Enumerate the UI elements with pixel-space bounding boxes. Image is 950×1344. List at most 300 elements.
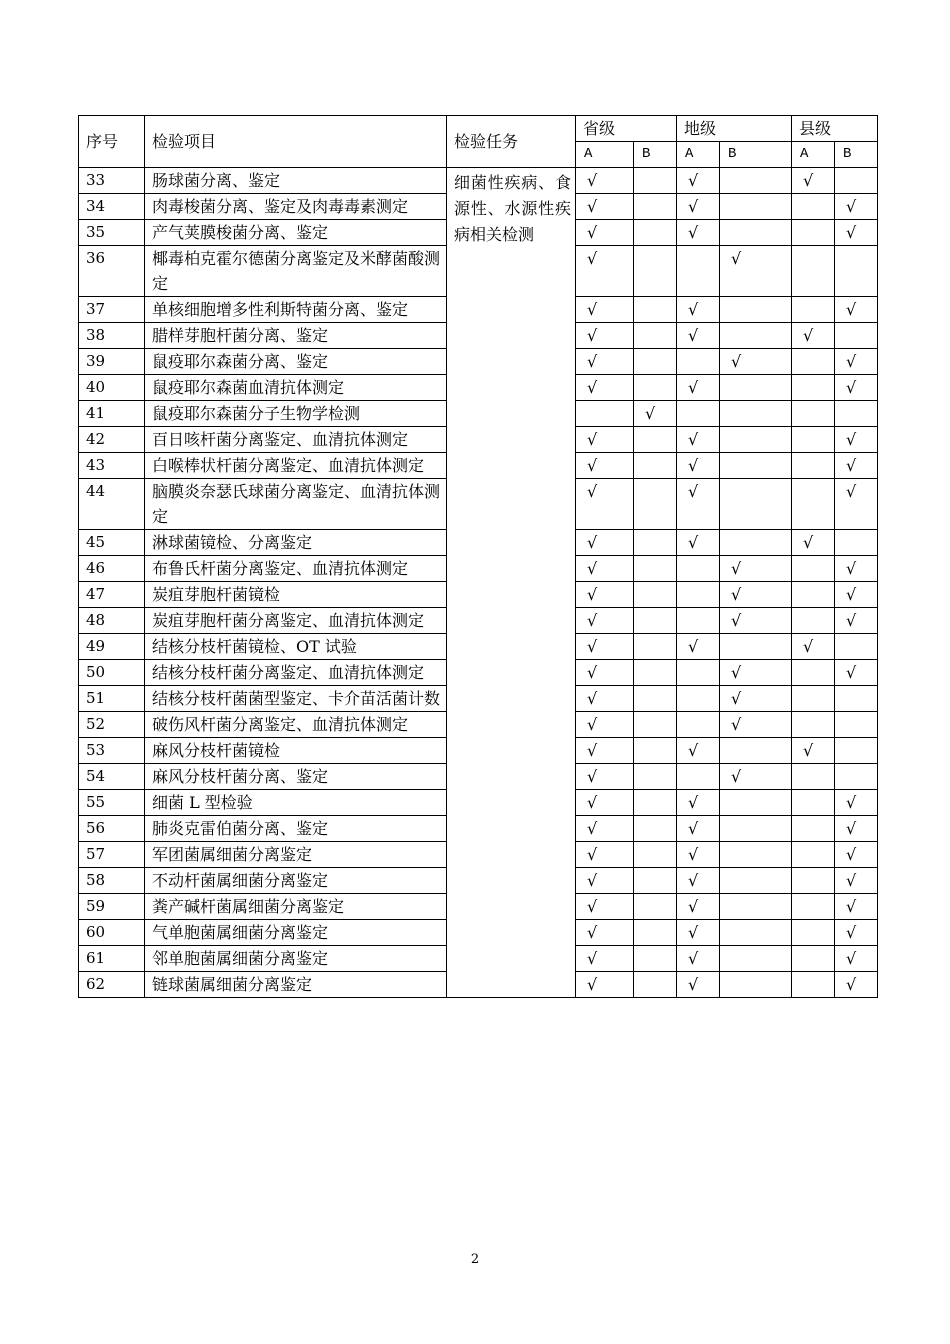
- header-task: 检验任务: [447, 116, 576, 168]
- check-cell-county-b: [835, 608, 878, 634]
- check-mark-icon: √: [688, 819, 699, 838]
- check-cell-province-a: [576, 660, 634, 686]
- check-mark-icon: √: [587, 378, 598, 397]
- check-cell-prefecture-a: [677, 946, 720, 972]
- check-cell-province-a: [576, 712, 634, 738]
- check-cell-province-b: [634, 764, 677, 790]
- check-cell-province-a: [576, 479, 634, 530]
- check-mark-icon: √: [688, 223, 699, 242]
- check-cell-prefecture-a: [677, 297, 720, 323]
- check-mark-icon: √: [688, 197, 699, 216]
- check-cell-province-b: [634, 920, 677, 946]
- row-item-name: 产气荚膜梭菌分离、鉴定: [145, 220, 447, 246]
- check-mark-icon: √: [688, 430, 699, 449]
- check-cell-prefecture-b: [720, 894, 792, 920]
- check-cell-province-a: [576, 349, 634, 375]
- check-mark-icon: √: [846, 585, 857, 604]
- check-cell-county-b: [835, 220, 878, 246]
- check-cell-prefecture-a: [677, 764, 720, 790]
- check-cell-prefecture-a: [677, 453, 720, 479]
- check-cell-county-a: [792, 842, 835, 868]
- check-mark-icon: √: [587, 689, 598, 708]
- check-cell-county-a: [792, 946, 835, 972]
- check-mark-icon: √: [846, 663, 857, 682]
- row-item-name: 肉毒梭菌分离、鉴定及肉毒毒素测定: [145, 194, 447, 220]
- check-cell-county-a: [792, 349, 835, 375]
- check-cell-province-b: [634, 427, 677, 453]
- check-cell-province-a: [576, 246, 634, 297]
- check-cell-prefecture-b: [720, 790, 792, 816]
- row-number: 33: [79, 168, 145, 194]
- row-item-name: 肺炎克雷伯菌分离、鉴定: [145, 816, 447, 842]
- check-cell-province-b: [634, 738, 677, 764]
- check-cell-province-a: [576, 946, 634, 972]
- check-mark-icon: √: [846, 949, 857, 968]
- row-item-name: 细菌 L 型检验: [145, 790, 447, 816]
- check-cell-prefecture-a: [677, 868, 720, 894]
- check-cell-province-a: [576, 530, 634, 556]
- check-mark-icon: √: [731, 767, 742, 786]
- check-mark-icon: √: [587, 533, 598, 552]
- check-cell-prefecture-a: [677, 530, 720, 556]
- check-cell-province-a: [576, 427, 634, 453]
- check-mark-icon: √: [587, 585, 598, 604]
- check-mark-icon: √: [587, 326, 598, 345]
- check-cell-county-b: [835, 738, 878, 764]
- check-cell-county-b: [835, 194, 878, 220]
- check-cell-county-a: [792, 401, 835, 427]
- check-cell-county-a: [792, 375, 835, 401]
- row-item-name: 鼠疫耶尔森菌分离、鉴定: [145, 349, 447, 375]
- check-mark-icon: √: [587, 637, 598, 656]
- row-number: 53: [79, 738, 145, 764]
- check-mark-icon: √: [688, 482, 699, 501]
- check-cell-prefecture-a: [677, 401, 720, 427]
- row-item-name: 链球菌属细菌分离鉴定: [145, 972, 447, 998]
- check-cell-province-b: [634, 712, 677, 738]
- check-cell-prefecture-b: [720, 349, 792, 375]
- row-number: 58: [79, 868, 145, 894]
- row-item-name: 椰毒柏克霍尔德菌分离鉴定及米酵菌酸测定: [145, 246, 447, 297]
- check-cell-province-a: [576, 894, 634, 920]
- row-item-name: 结核分枝杆菌菌型鉴定、卡介苗活菌计数: [145, 686, 447, 712]
- row-number: 40: [79, 375, 145, 401]
- check-mark-icon: √: [846, 559, 857, 578]
- check-cell-county-b: [835, 375, 878, 401]
- check-mark-icon: √: [688, 637, 699, 656]
- check-cell-county-b: [835, 349, 878, 375]
- check-cell-province-a: [576, 168, 634, 194]
- row-item-name: 脑膜炎奈瑟氏球菌分离鉴定、血清抗体测定: [145, 479, 447, 530]
- check-mark-icon: √: [587, 300, 598, 319]
- row-number: 57: [79, 842, 145, 868]
- check-cell-county-b: [835, 323, 878, 349]
- check-cell-province-a: [576, 401, 634, 427]
- check-cell-prefecture-a: [677, 842, 720, 868]
- check-cell-county-a: [792, 660, 835, 686]
- check-cell-prefecture-b: [720, 816, 792, 842]
- check-cell-county-b: [835, 479, 878, 530]
- check-mark-icon: √: [587, 871, 598, 890]
- check-cell-province-a: [576, 634, 634, 660]
- row-item-name: 鼠疫耶尔森菌分子生物学检测: [145, 401, 447, 427]
- check-cell-province-a: [576, 608, 634, 634]
- check-mark-icon: √: [731, 559, 742, 578]
- check-mark-icon: √: [846, 378, 857, 397]
- header-level-county: 县级: [792, 116, 878, 142]
- check-cell-prefecture-a: [677, 375, 720, 401]
- row-number: 47: [79, 582, 145, 608]
- check-mark-icon: √: [587, 171, 598, 190]
- check-mark-icon: √: [587, 741, 598, 760]
- check-cell-county-b: [835, 868, 878, 894]
- check-cell-province-b: [634, 323, 677, 349]
- check-cell-county-a: [792, 582, 835, 608]
- row-number: 49: [79, 634, 145, 660]
- row-number: 37: [79, 297, 145, 323]
- row-number: 46: [79, 556, 145, 582]
- check-cell-province-a: [576, 686, 634, 712]
- check-mark-icon: √: [846, 300, 857, 319]
- row-number: 35: [79, 220, 145, 246]
- check-cell-county-a: [792, 530, 835, 556]
- check-cell-province-b: [634, 790, 677, 816]
- check-cell-county-a: [792, 323, 835, 349]
- check-cell-county-b: [835, 946, 878, 972]
- check-mark-icon: √: [688, 975, 699, 994]
- row-item-name: 军团菌属细菌分离鉴定: [145, 842, 447, 868]
- check-mark-icon: √: [846, 197, 857, 216]
- check-cell-prefecture-b: [720, 868, 792, 894]
- check-mark-icon: √: [587, 611, 598, 630]
- check-mark-icon: √: [688, 300, 699, 319]
- header-no: 序号: [79, 116, 145, 168]
- check-cell-prefecture-a: [677, 660, 720, 686]
- row-item-name: 不动杆菌属细菌分离鉴定: [145, 868, 447, 894]
- check-cell-county-a: [792, 712, 835, 738]
- check-cell-county-a: [792, 608, 835, 634]
- check-cell-county-a: [792, 634, 835, 660]
- row-number: 54: [79, 764, 145, 790]
- check-mark-icon: √: [846, 845, 857, 864]
- check-cell-prefecture-a: [677, 894, 720, 920]
- check-cell-prefecture-b: [720, 842, 792, 868]
- header-level-prefecture: 地级: [677, 116, 792, 142]
- check-cell-prefecture-a: [677, 479, 720, 530]
- check-mark-icon: √: [803, 326, 814, 345]
- check-cell-county-b: [835, 894, 878, 920]
- check-cell-county-b: [835, 920, 878, 946]
- check-mark-icon: √: [688, 949, 699, 968]
- check-cell-province-b: [634, 946, 677, 972]
- check-cell-county-b: [835, 764, 878, 790]
- row-item-name: 邻单胞菌属细菌分离鉴定: [145, 946, 447, 972]
- check-cell-province-b: [634, 842, 677, 868]
- check-cell-county-b: [835, 634, 878, 660]
- check-cell-county-a: [792, 738, 835, 764]
- check-cell-county-a: [792, 556, 835, 582]
- check-cell-province-a: [576, 920, 634, 946]
- header-sub-province-b: B: [634, 142, 677, 168]
- check-cell-prefecture-a: [677, 323, 720, 349]
- check-cell-province-b: [634, 660, 677, 686]
- row-number: 41: [79, 401, 145, 427]
- check-mark-icon: √: [731, 715, 742, 734]
- check-cell-prefecture-b: [720, 946, 792, 972]
- check-mark-icon: √: [846, 352, 857, 371]
- row-number: 52: [79, 712, 145, 738]
- check-cell-province-a: [576, 453, 634, 479]
- check-mark-icon: √: [846, 923, 857, 942]
- check-mark-icon: √: [846, 430, 857, 449]
- check-cell-province-b: [634, 816, 677, 842]
- check-cell-county-a: [792, 168, 835, 194]
- row-number: 34: [79, 194, 145, 220]
- check-mark-icon: √: [587, 819, 598, 838]
- row-number: 48: [79, 608, 145, 634]
- row-item-name: 炭疽芽胞杆菌镜检: [145, 582, 447, 608]
- row-number: 45: [79, 530, 145, 556]
- check-cell-county-a: [792, 686, 835, 712]
- check-cell-province-b: [634, 556, 677, 582]
- check-cell-county-a: [792, 194, 835, 220]
- row-number: 59: [79, 894, 145, 920]
- check-mark-icon: √: [587, 456, 598, 475]
- row-item-name: 炭疽芽胞杆菌分离鉴定、血清抗体测定: [145, 608, 447, 634]
- check-mark-icon: √: [587, 793, 598, 812]
- check-mark-icon: √: [587, 845, 598, 864]
- check-cell-province-a: [576, 842, 634, 868]
- row-number: 36: [79, 246, 145, 297]
- check-mark-icon: √: [587, 223, 598, 242]
- inspection-table: [78, 115, 878, 998]
- check-mark-icon: √: [587, 559, 598, 578]
- header-level-province: 省级: [576, 116, 677, 142]
- check-cell-province-b: [634, 530, 677, 556]
- row-number: 39: [79, 349, 145, 375]
- check-cell-county-a: [792, 920, 835, 946]
- check-cell-county-b: [835, 790, 878, 816]
- header-sub-prefecture-a: A: [677, 142, 720, 168]
- check-cell-prefecture-b: [720, 686, 792, 712]
- row-number: 60: [79, 920, 145, 946]
- check-cell-county-a: [792, 816, 835, 842]
- check-cell-county-b: [835, 972, 878, 998]
- check-mark-icon: √: [731, 249, 742, 268]
- check-mark-icon: √: [846, 819, 857, 838]
- check-cell-prefecture-a: [677, 168, 720, 194]
- check-cell-county-b: [835, 401, 878, 427]
- row-item-name: 粪产碱杆菌属细菌分离鉴定: [145, 894, 447, 920]
- check-cell-county-b: [835, 686, 878, 712]
- check-mark-icon: √: [731, 585, 742, 604]
- table-header: [79, 116, 878, 168]
- check-cell-province-b: [634, 168, 677, 194]
- task-cell: 细菌性疾病、食源性、水源性疾病相关检测: [447, 168, 576, 998]
- check-cell-prefecture-b: [720, 556, 792, 582]
- row-number: 42: [79, 427, 145, 453]
- check-cell-county-b: [835, 842, 878, 868]
- check-cell-prefecture-b: [720, 972, 792, 998]
- check-cell-province-b: [634, 686, 677, 712]
- check-cell-prefecture-b: [720, 427, 792, 453]
- check-cell-prefecture-a: [677, 194, 720, 220]
- check-cell-county-a: [792, 790, 835, 816]
- row-item-name: 白喉棒状杆菌分离鉴定、血清抗体测定: [145, 453, 447, 479]
- header-sub-county-b: B: [835, 142, 878, 168]
- check-cell-county-a: [792, 220, 835, 246]
- check-cell-county-a: [792, 246, 835, 297]
- table-body: [79, 168, 878, 998]
- check-cell-prefecture-a: [677, 349, 720, 375]
- row-number: 62: [79, 972, 145, 998]
- check-mark-icon: √: [731, 689, 742, 708]
- check-cell-province-a: [576, 816, 634, 842]
- row-item-name: 气单胞菌属细菌分离鉴定: [145, 920, 447, 946]
- check-cell-prefecture-b: [720, 220, 792, 246]
- check-mark-icon: √: [688, 897, 699, 916]
- row-number: 43: [79, 453, 145, 479]
- check-cell-county-b: [835, 660, 878, 686]
- check-mark-icon: √: [688, 326, 699, 345]
- check-cell-prefecture-b: [720, 375, 792, 401]
- check-cell-prefecture-b: [720, 168, 792, 194]
- check-cell-province-a: [576, 220, 634, 246]
- check-mark-icon: √: [803, 741, 814, 760]
- check-cell-county-b: [835, 453, 878, 479]
- check-cell-county-b: [835, 712, 878, 738]
- check-mark-icon: √: [846, 482, 857, 501]
- check-mark-icon: √: [587, 767, 598, 786]
- row-item-name: 百日咳杆菌分离鉴定、血清抗体测定: [145, 427, 447, 453]
- check-cell-province-b: [634, 375, 677, 401]
- check-cell-county-a: [792, 972, 835, 998]
- check-cell-county-a: [792, 453, 835, 479]
- check-cell-prefecture-a: [677, 686, 720, 712]
- row-item-name: 破伤风杆菌分离鉴定、血清抗体测定: [145, 712, 447, 738]
- check-cell-prefecture-b: [720, 194, 792, 220]
- check-mark-icon: √: [587, 949, 598, 968]
- check-mark-icon: √: [587, 430, 598, 449]
- check-cell-prefecture-b: [720, 660, 792, 686]
- check-mark-icon: √: [688, 845, 699, 864]
- check-mark-icon: √: [731, 352, 742, 371]
- check-cell-county-a: [792, 894, 835, 920]
- row-item-name: 结核分枝杆菌分离鉴定、血清抗体测定: [145, 660, 447, 686]
- check-cell-prefecture-a: [677, 816, 720, 842]
- check-cell-province-a: [576, 297, 634, 323]
- check-mark-icon: √: [587, 352, 598, 371]
- check-cell-province-a: [576, 738, 634, 764]
- check-cell-prefecture-b: [720, 479, 792, 530]
- check-cell-prefecture-b: [720, 920, 792, 946]
- page-number: 2: [470, 1252, 480, 1267]
- check-mark-icon: √: [688, 171, 699, 190]
- check-mark-icon: √: [587, 482, 598, 501]
- row-item-name: 肠球菌分离、鉴定: [145, 168, 447, 194]
- check-mark-icon: √: [803, 637, 814, 656]
- table-row: [79, 168, 878, 194]
- row-item-name: 结核分枝杆菌镜检、OT 试验: [145, 634, 447, 660]
- check-mark-icon: √: [645, 404, 656, 423]
- check-mark-icon: √: [587, 715, 598, 734]
- row-item-name: 麻风分枝杆菌分离、鉴定: [145, 764, 447, 790]
- check-mark-icon: √: [688, 378, 699, 397]
- check-cell-county-a: [792, 764, 835, 790]
- check-cell-province-a: [576, 582, 634, 608]
- row-number: 56: [79, 816, 145, 842]
- check-mark-icon: √: [846, 897, 857, 916]
- row-number: 51: [79, 686, 145, 712]
- check-cell-province-b: [634, 297, 677, 323]
- check-mark-icon: √: [688, 456, 699, 475]
- check-cell-prefecture-a: [677, 220, 720, 246]
- check-cell-county-b: [835, 556, 878, 582]
- check-cell-province-b: [634, 972, 677, 998]
- check-cell-prefecture-a: [677, 246, 720, 297]
- check-cell-province-b: [634, 608, 677, 634]
- check-cell-province-a: [576, 375, 634, 401]
- check-mark-icon: √: [587, 249, 598, 268]
- check-cell-province-b: [634, 634, 677, 660]
- check-mark-icon: √: [846, 975, 857, 994]
- check-mark-icon: √: [688, 871, 699, 890]
- check-mark-icon: √: [688, 793, 699, 812]
- check-cell-prefecture-a: [677, 556, 720, 582]
- check-cell-county-b: [835, 168, 878, 194]
- check-cell-province-b: [634, 246, 677, 297]
- check-mark-icon: √: [587, 663, 598, 682]
- check-mark-icon: √: [688, 741, 699, 760]
- row-number: 50: [79, 660, 145, 686]
- check-cell-prefecture-b: [720, 401, 792, 427]
- check-mark-icon: √: [688, 923, 699, 942]
- row-item-name: 腊样芽胞杆菌分离、鉴定: [145, 323, 447, 349]
- check-mark-icon: √: [846, 793, 857, 812]
- check-cell-county-b: [835, 297, 878, 323]
- check-cell-province-a: [576, 764, 634, 790]
- check-cell-province-b: [634, 453, 677, 479]
- row-number: 61: [79, 946, 145, 972]
- check-mark-icon: √: [803, 171, 814, 190]
- check-cell-prefecture-b: [720, 297, 792, 323]
- row-item-name: 单核细胞增多性利斯特菌分离、鉴定: [145, 297, 447, 323]
- check-cell-province-a: [576, 868, 634, 894]
- check-cell-prefecture-b: [720, 738, 792, 764]
- check-cell-prefecture-b: [720, 246, 792, 297]
- check-cell-prefecture-b: [720, 634, 792, 660]
- check-cell-prefecture-b: [720, 530, 792, 556]
- check-cell-province-b: [634, 194, 677, 220]
- check-cell-county-a: [792, 427, 835, 453]
- check-cell-county-b: [835, 816, 878, 842]
- check-cell-prefecture-b: [720, 764, 792, 790]
- header-sub-prefecture-b: B: [720, 142, 792, 168]
- check-cell-province-a: [576, 972, 634, 998]
- row-item-name: 麻风分枝杆菌镜检: [145, 738, 447, 764]
- check-mark-icon: √: [587, 975, 598, 994]
- row-number: 38: [79, 323, 145, 349]
- check-cell-province-b: [634, 479, 677, 530]
- check-cell-province-a: [576, 790, 634, 816]
- check-cell-province-b: [634, 220, 677, 246]
- check-cell-county-b: [835, 427, 878, 453]
- check-cell-prefecture-a: [677, 582, 720, 608]
- check-mark-icon: √: [731, 663, 742, 682]
- check-cell-prefecture-a: [677, 712, 720, 738]
- check-cell-prefecture-a: [677, 972, 720, 998]
- check-cell-prefecture-b: [720, 712, 792, 738]
